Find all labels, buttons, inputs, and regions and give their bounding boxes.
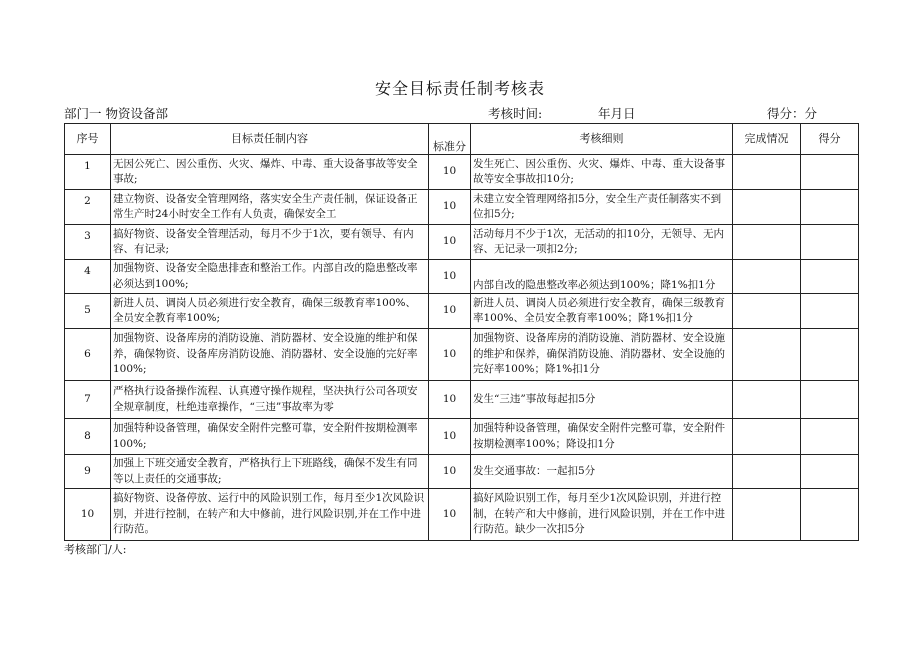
exam-time-label: 考核时间: [488,106,543,121]
row-score-cell[interactable] [801,455,859,489]
row-seq: 10 [65,489,111,541]
header-standard-score: 标准分 [429,124,471,155]
header-meta [64,104,826,122]
table-row [65,489,859,541]
row-content: 搞好物资、设备停放、运行中的风险识别工作，每月至少1次风险识别，并进行控制，在转产和大中修前，进行风险识别,并在工作中进行防范。 [111,489,429,541]
row-completion-cell[interactable] [733,225,801,260]
row-standard-score: 10 [429,329,471,381]
row-detail: 加强特种设备管理，确保安全附件完整可靠，安全附件按期检测率100%；降设扣1分 [471,419,733,455]
table-row [65,260,859,294]
row-seq: 7 [65,381,111,419]
row-detail: 新进人员、调岗人员必须进行安全教育，确保三级教育率100%、全员安全教育率100%；降1%扣1分 [471,294,733,329]
row-standard-score: 10 [429,225,471,260]
row-seq: 4 [65,260,111,294]
row-score-cell[interactable] [801,260,859,294]
header-detail: 考核细则 [471,124,733,155]
row-seq: 6 [65,329,111,381]
row-standard-score: 10 [429,419,471,455]
page-title: 安全目标责任制考核表 [374,79,545,98]
row-detail: 发生“三违”事故每起扣5分 [471,381,733,419]
header-score: 得分 [801,124,859,155]
row-completion-cell[interactable] [733,489,801,541]
row-completion-cell[interactable] [733,294,801,329]
table-row [65,419,859,455]
table-row [65,329,859,381]
row-score-cell[interactable] [801,225,859,260]
row-seq: 2 [65,190,111,225]
footer-assessor: 考核部门/人: [64,543,127,556]
row-completion-cell[interactable] [733,329,801,381]
row-detail: 未建立安全管理网络扣5分，安全生产责任制落实不到位扣5分; [471,190,733,225]
row-detail: 活动每月不少于1次，无活动的扣10分，无领导、无内容、无记录一项扣2分; [471,225,733,260]
header-seq: 序号 [65,124,111,155]
row-detail: 加强物资、设备库房的消防设施、消防器材、安全设施的维护和保养，确保消防设施、消防器材、安全设施的完好率100%；降1%扣1分 [471,329,733,381]
row-completion-cell[interactable] [733,455,801,489]
row-score-cell[interactable] [801,329,859,381]
row-seq: 1 [65,155,111,190]
row-detail: 内部自改的隐患整改率必须达到100%；降1%扣1分 [471,260,733,294]
row-completion-cell[interactable] [733,419,801,455]
table-row [65,381,859,419]
row-score-cell[interactable] [801,419,859,455]
row-completion-cell[interactable] [733,155,801,190]
row-seq: 9 [65,455,111,489]
row-detail: 发生死亡、因公重伤、火灾、爆炸、中毒、重大设备事故等安全事故扣10分; [471,155,733,190]
row-content: 严格执行设备操作流程、认真遵守操作规程，坚决执行公司各项安全规章制度，杜绝违章操作，“三违”事故率为零 [111,381,429,419]
row-content: 建立物资、设备安全管理网络，落实安全生产责任制，保证设备正常生产时24小时安全工作有人负责，确保安全工 [111,190,429,225]
row-score-cell[interactable] [801,190,859,225]
row-detail: 搞好风险识别工作，每月至少1次风险识别，并进行控制，在转产和大中修前，进行风险识别，并在工作中进行防范。缺少一次扣5分 [471,489,733,541]
row-detail: 发生交通事故：一起扣5分 [471,455,733,489]
row-seq: 5 [65,294,111,329]
row-score-cell[interactable] [801,155,859,190]
row-content: 加强上下班交通安全教育，严格执行上下班路线，确保不发生有同等以上责任的交通事故; [111,455,429,489]
row-content: 新进人员、调岗人员必须进行安全教育，确保三级教育率100%、全员安全教育率100%; [111,294,429,329]
header-completion: 完成情况 [733,124,801,155]
row-standard-score: 10 [429,381,471,419]
row-score-cell[interactable] [801,294,859,329]
row-standard-score: 10 [429,455,471,489]
header-content: 目标责任制内容 [111,124,429,155]
row-content: 搞好物资、设备安全管理活动，每月不少于1次，要有领导、有内容、有记录; [111,225,429,260]
date-label: 年月日 [598,106,636,121]
table-row [65,225,859,260]
table-row [65,455,859,489]
row-completion-cell[interactable] [733,260,801,294]
row-completion-cell[interactable] [733,190,801,225]
department-label: 部门一 物资设备部 [64,106,168,121]
row-score-cell[interactable] [801,489,859,541]
row-standard-score: 10 [429,260,471,294]
row-standard-score: 10 [429,190,471,225]
row-standard-score: 10 [429,294,471,329]
row-standard-score: 10 [429,155,471,190]
table-row [65,190,859,225]
row-content: 加强特种设备管理，确保安全附件完整可靠，安全附件按期检测率100%; [111,419,429,455]
row-seq: 3 [65,225,111,260]
assessment-table [64,123,859,541]
row-score-cell[interactable] [801,381,859,419]
row-content: 加强物资、设备库房的消防设施、消防器材、安全设施的维护和保养，确保物资、设备库房消防设施、消防器材、安全设施的完好率100%; [111,329,429,381]
row-completion-cell[interactable] [733,381,801,419]
table-header-row [65,124,859,155]
row-standard-score: 10 [429,489,471,541]
row-content: 加强物资、设备安全隐患排查和整治工作。内部自改的隐患整改率必须达到100%; [111,260,429,294]
row-content: 无因公死亡、因公重伤、火灾、爆炸、中毒、重大设备事故等安全事故; [111,155,429,190]
row-seq: 8 [65,419,111,455]
table-row [65,294,859,329]
score-label: 得分：分 [767,106,818,121]
table-row [65,155,859,190]
